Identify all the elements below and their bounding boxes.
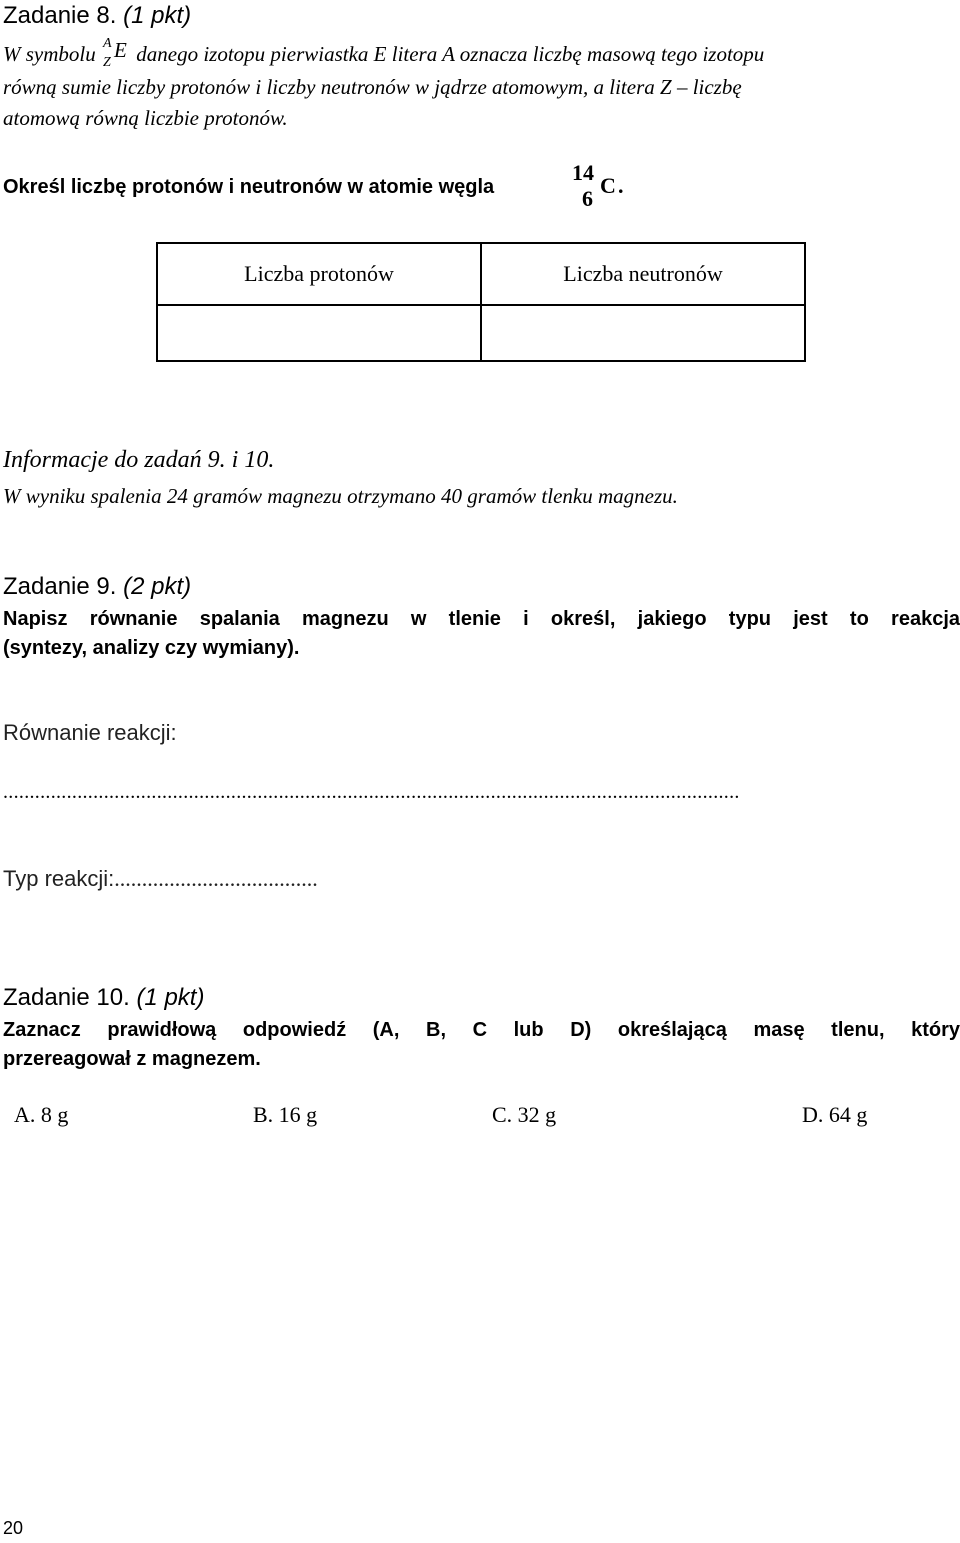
type-label: Typ reakcji: (3, 866, 115, 891)
nuclide-mass-number: A (103, 36, 112, 51)
option-c[interactable]: C. 32 g (492, 1102, 557, 1127)
protons-answer-cell[interactable] (157, 305, 481, 361)
task10-title-main: Zadanie 10. (3, 984, 130, 1011)
carbon-nuclide (568, 160, 638, 216)
answer-table (156, 242, 806, 362)
info-title: Informacje do zadań 9. i 10. (3, 447, 275, 473)
answer-table-header-row (157, 243, 805, 305)
task9-title-main: Zadanie 9. (3, 573, 117, 600)
option-a[interactable]: A. 8 g (14, 1102, 69, 1127)
nuclide-element: E (114, 38, 127, 62)
option-b[interactable]: B. 16 g (253, 1102, 318, 1127)
task8-intro-line1 (3, 37, 764, 69)
task8-title-main: Zadanie 8. (3, 2, 117, 29)
nuclide-symbol-AZE (101, 36, 131, 70)
task10-points: (1 pkt) (136, 984, 205, 1011)
equation-answer-line[interactable]: ........................................................................................................................................... (3, 781, 740, 803)
answer-table-input-row (157, 305, 805, 361)
task9-points: (2 pkt) (123, 573, 192, 600)
header-neutrons: Liczba neutronów (481, 243, 805, 305)
type-answer-line[interactable]: ..................................... (114, 866, 318, 891)
header-protons: Liczba protonów (157, 243, 481, 305)
task10-question-line2: przereagował z magnezem. (3, 1048, 261, 1070)
task8-intro-line3: atomową równą liczbie protonów. (3, 106, 288, 130)
intro-prefix: W symbolu (3, 42, 96, 66)
task9-question-line2: (syntezy, analizy czy wymiany). (3, 637, 300, 659)
equation-label: Równanie reakcji: (3, 720, 177, 745)
nuclide-atomic-number: Z (103, 55, 111, 70)
type-row (3, 866, 318, 892)
task8-intro-line2: równą sumie liczby protonów i liczby neutronów w jądrze atomowym, a litera Z – liczbę (3, 75, 742, 99)
task9-question-line1: Napisz równanie spalania magnezu w tlenie i określ, jakiego typu jest to reakcja (3, 608, 960, 630)
task8-question (3, 172, 494, 202)
carbon-atomic-number: 6 (582, 186, 593, 211)
info-text: W wyniku spalenia 24 gramów magnezu otrzymano 40 gramów tlenku magnezu. (3, 484, 678, 508)
page-number: 20 (3, 1518, 24, 1538)
question-period: . (618, 173, 624, 198)
carbon-mass-number: 14 (572, 160, 594, 185)
task9-title (3, 573, 191, 601)
task8-title (3, 2, 191, 30)
neutrons-answer-cell[interactable] (481, 305, 805, 361)
carbon-symbol: C (600, 173, 616, 198)
intro-rest: danego izotopu pierwiastka E litera A oznacza liczbę masową tego izotopu (136, 42, 765, 66)
task10-question-line1: Zaznacz prawidłową odpowiedź (A, B, C lub D) określającą masę tlenu, który (3, 1019, 960, 1041)
option-d[interactable]: D. 64 g (802, 1102, 868, 1127)
task8-points: (1 pkt) (123, 2, 192, 29)
task10-title (3, 984, 204, 1012)
task8-question-text: Określ liczbę protonów i neutronów w atomie węgla (3, 176, 495, 198)
